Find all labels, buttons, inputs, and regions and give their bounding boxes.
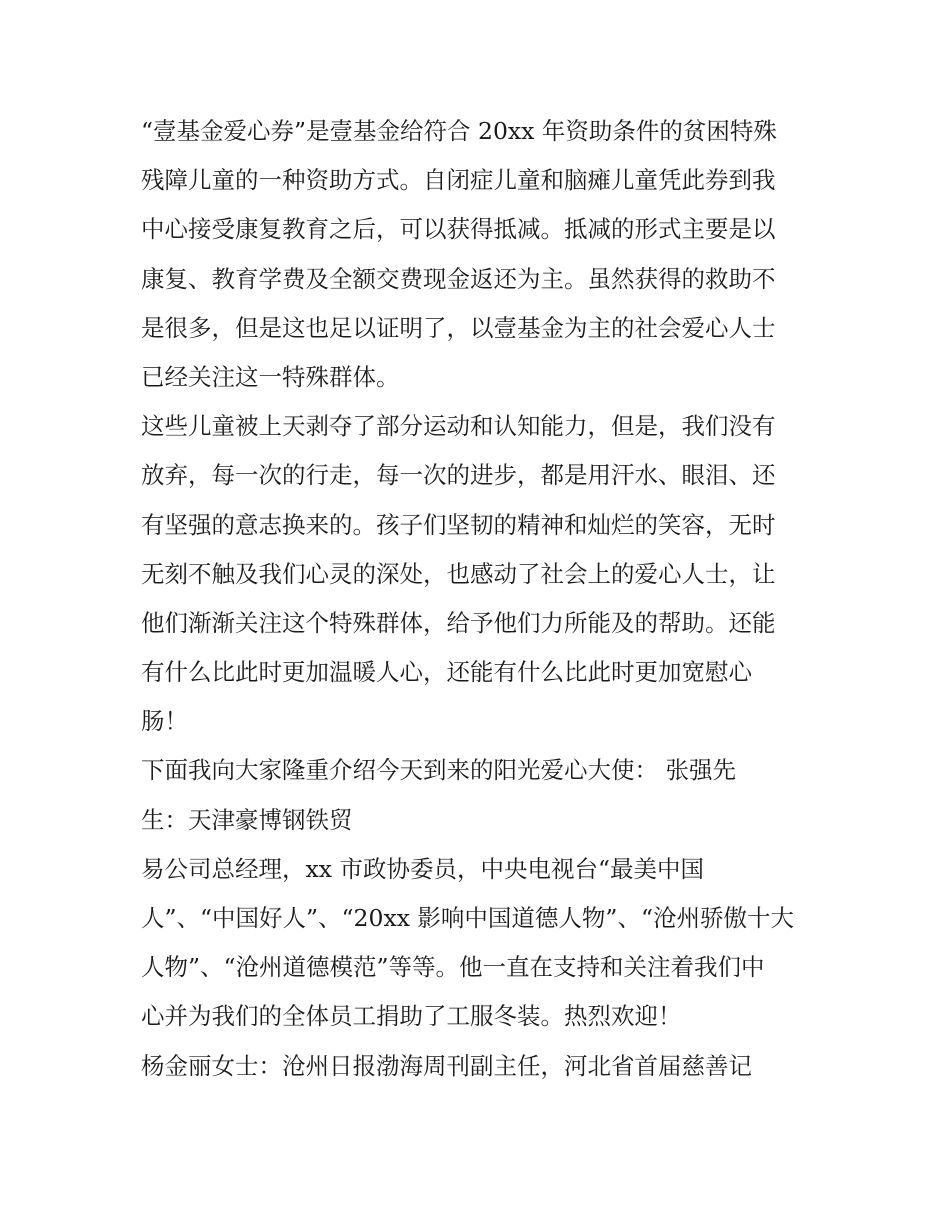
text-line: 他们渐渐关注这个特殊群体，给予他们力所能及的帮助。还能 <box>141 608 776 637</box>
text-line: 残障儿童的一种资助方式。自闭症儿童和脑瘫儿童凭此券到我 <box>141 166 776 195</box>
document-body <box>141 107 821 1091</box>
text-line: 肠！ <box>141 707 188 736</box>
text-line: 有坚强的意志换来的。孩子们坚韧的精神和灿烂的笑容，无时 <box>141 510 776 539</box>
text-line: 无刻不触及我们心灵的深处，也感动了社会上的爱心人士，让 <box>141 559 776 588</box>
text-line: 易公司总经理，xx 市政协委员，中央电视台“最美中国 <box>141 854 704 883</box>
text-line: 这些儿童被上天剥夺了部分运动和认知能力，但是，我们没有 <box>141 412 776 441</box>
text-line: 杨金丽女士：沧州日报渤海周刊副主任，河北省首届慈善记 <box>141 1051 752 1080</box>
text-line: 人物”、“沧州道德模范”等等。他一直在支持和关注着我们中 <box>141 953 765 982</box>
text-line: 中心接受康复教育之后，可以获得抵减。抵减的形式主要是以 <box>141 215 776 244</box>
text-line: 人”、“中国好人”、“20xx 影响中国道德人物”、“沧州骄傲十大 <box>141 904 794 932</box>
text-line: “壹基金爱心券”是壹基金给符合 20xx 年资助条件的贫困特殊 <box>141 117 777 145</box>
text-line: 生：天津豪博钢铁贸 <box>141 805 353 834</box>
text-line: 放弃，每一次的行走，每一次的进步，都是用汗水、眼泪、还 <box>141 461 776 490</box>
text-line: 康复、教育学费及全额交费现金返还为主。虽然获得的救助不 <box>141 264 776 293</box>
text-line: 有什么比此时更加温暖人心，还能有什么比此时更加宽慰心 <box>141 658 752 687</box>
text-line: 是很多，但是这也足以证明了，以壹基金为主的社会爱心人士 <box>141 313 776 342</box>
text-line: 下面我向大家隆重介绍今天到来的阳光爱心大使： 张强先 <box>141 756 736 785</box>
text-line: 心并为我们的全体员工捐助了工服冬装。热烈欢迎！ <box>141 1002 682 1031</box>
text-line: 已经关注这一特殊群体。 <box>141 362 400 391</box>
